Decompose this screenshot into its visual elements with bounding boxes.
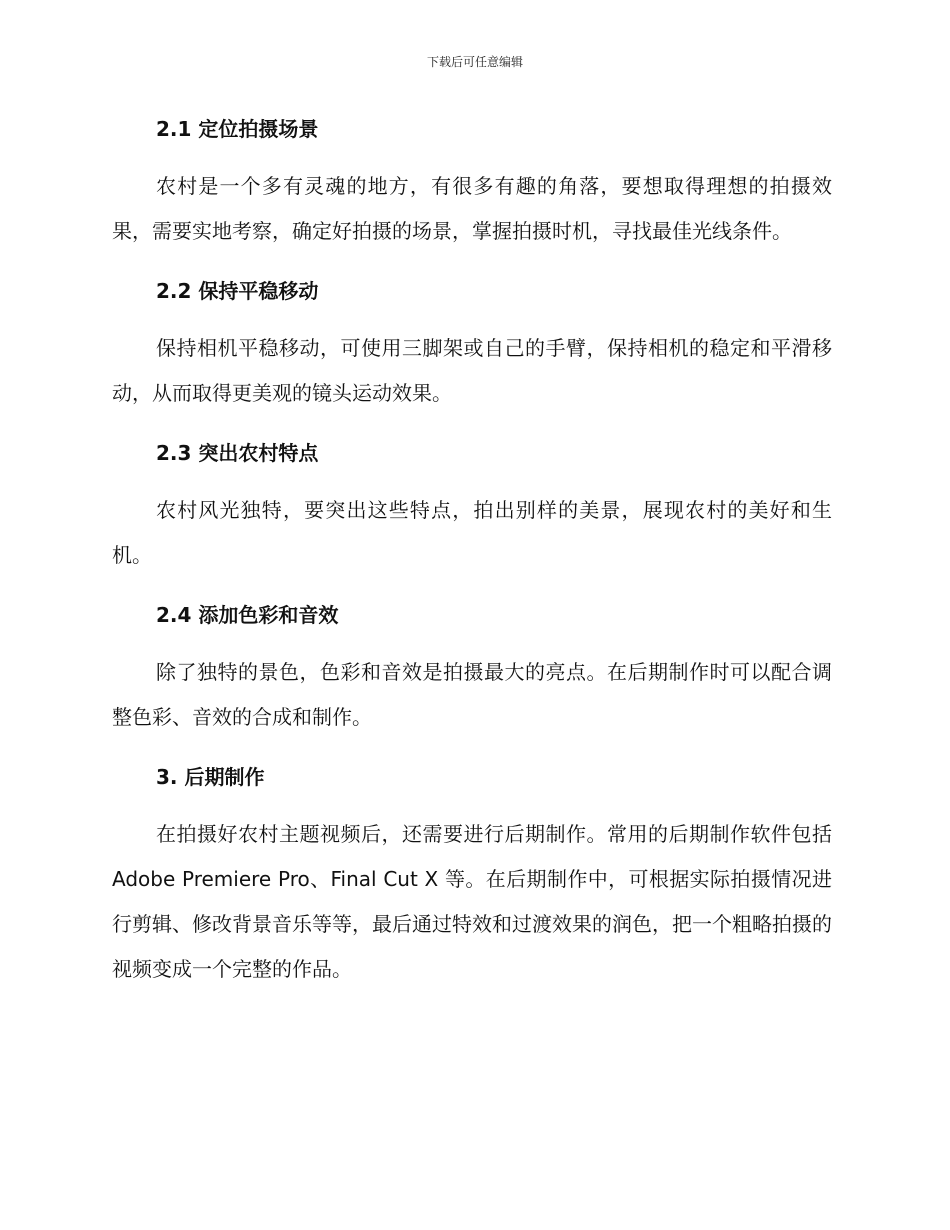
section-paragraph-3: 在拍摄好农村主题视频后，还需要进行后期制作。常用的后期制作软件包括 Adobe Premiere Pro、Final Cut X 等。在后期制作中，可根据实际拍摄情况进行剪辑、修改背景音乐等等，最后通过特效和过渡效果的润色，把一个粗略拍摄的视频变成一个完整的作品。 (112, 822, 832, 981)
section-heading-2-2: 2.2 保持平稳移动 (156, 279, 319, 303)
section-heading-2-4: 2.4 添加色彩和音效 (156, 603, 339, 627)
section-paragraph-2-3: 农村风光独特，要突出这些特点，拍出别样的美景，展现农村的美好和生机。 (112, 498, 832, 567)
section-paragraph-2-2: 保持相机平稳移动，可使用三脚架或自己的手臂，保持相机的稳定和平滑移动，从而取得更美观的镜头运动效果。 (112, 336, 832, 405)
section-heading-3: 3. 后期制作 (156, 765, 265, 789)
section-paragraph-2-1: 农村是一个多有灵魂的地方，有很多有趣的角落，要想取得理想的拍摄效果，需要实地考察，确定好拍摄的场景，掌握拍摄时机，寻找最佳光线条件。 (112, 174, 832, 243)
section-heading-2-3: 2.3 突出农村特点 (156, 441, 319, 465)
document-body (112, 108, 832, 992)
page-header-note: 下载后可任意编辑 (426, 55, 523, 69)
section-heading-2-1: 2.1 定位拍摄场景 (156, 117, 319, 141)
section-paragraph-2-4: 除了独特的景色，色彩和音效是拍摄最大的亮点。在后期制作时可以配合调整色彩、音效的合成和制作。 (112, 660, 832, 729)
